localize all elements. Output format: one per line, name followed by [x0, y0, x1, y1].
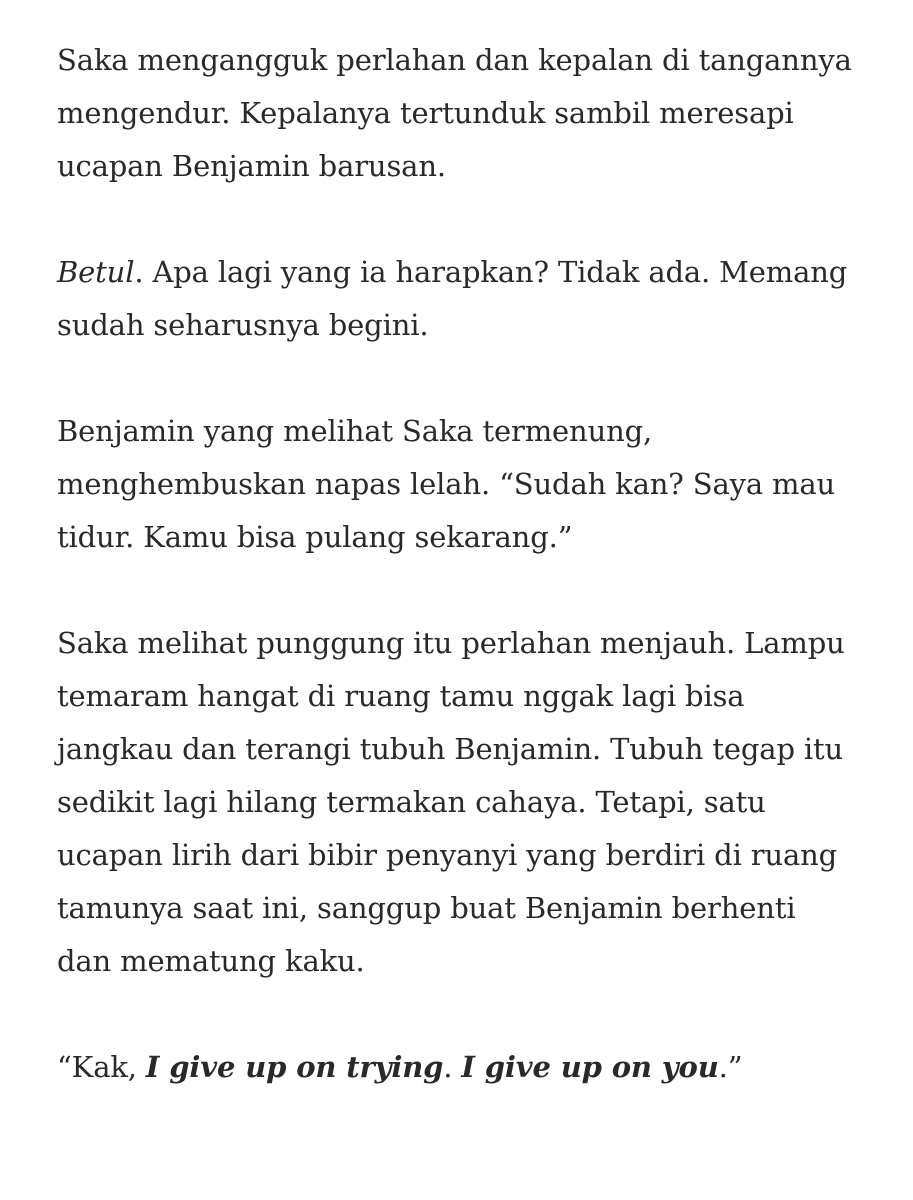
- paragraph-5-prefix: “Kak,: [57, 1050, 146, 1084]
- article-body: [57, 34, 857, 1094]
- paragraph-5-emphasis-1: I give up on trying: [145, 1050, 444, 1084]
- paragraph-3: [57, 405, 857, 564]
- paragraph-2-emphasis: Betul: [57, 255, 135, 289]
- paragraph-5-middle: .: [443, 1050, 462, 1084]
- paragraph-2-text: . Apa lagi yang ia harapkan? Tidak ada. Memang sudah seharusnya begini.: [57, 255, 848, 342]
- paragraph-2: [57, 246, 857, 352]
- paragraph-1-text: Saka mengangguk perlahan dan kepalan di tangannya mengendur. Kepalanya tertunduk sambil meresapi ucapan Benjamin barusan.: [57, 43, 852, 183]
- paragraph-4-text: Saka melihat punggung itu perlahan menjauh. Lampu temaram hangat di ruang tamu nggak lagi bisa jangkau dan terangi tubuh Benjamin. Tubuh tegap itu sedikit lagi hilang termakan cahaya. Tetapi, satu ucapan lirih dari bibir penyanyi yang berdiri di ruang tamunya saat ini, sanggup buat Benjamin berhenti dan mematung kaku.: [57, 626, 845, 978]
- paragraph-3-text: Benjamin yang melihat Saka termenung, menghembuskan napas lelah. “Sudah kan? Saya mau tidur. Kamu bisa pulang sekarang.”: [57, 414, 836, 554]
- paragraph-5-emphasis-2: I give up on you: [461, 1050, 719, 1084]
- paragraph-5: [57, 1041, 857, 1094]
- paragraph-4: [57, 617, 857, 988]
- paragraph-5-suffix: .”: [718, 1050, 743, 1084]
- paragraph-1: [57, 34, 857, 193]
